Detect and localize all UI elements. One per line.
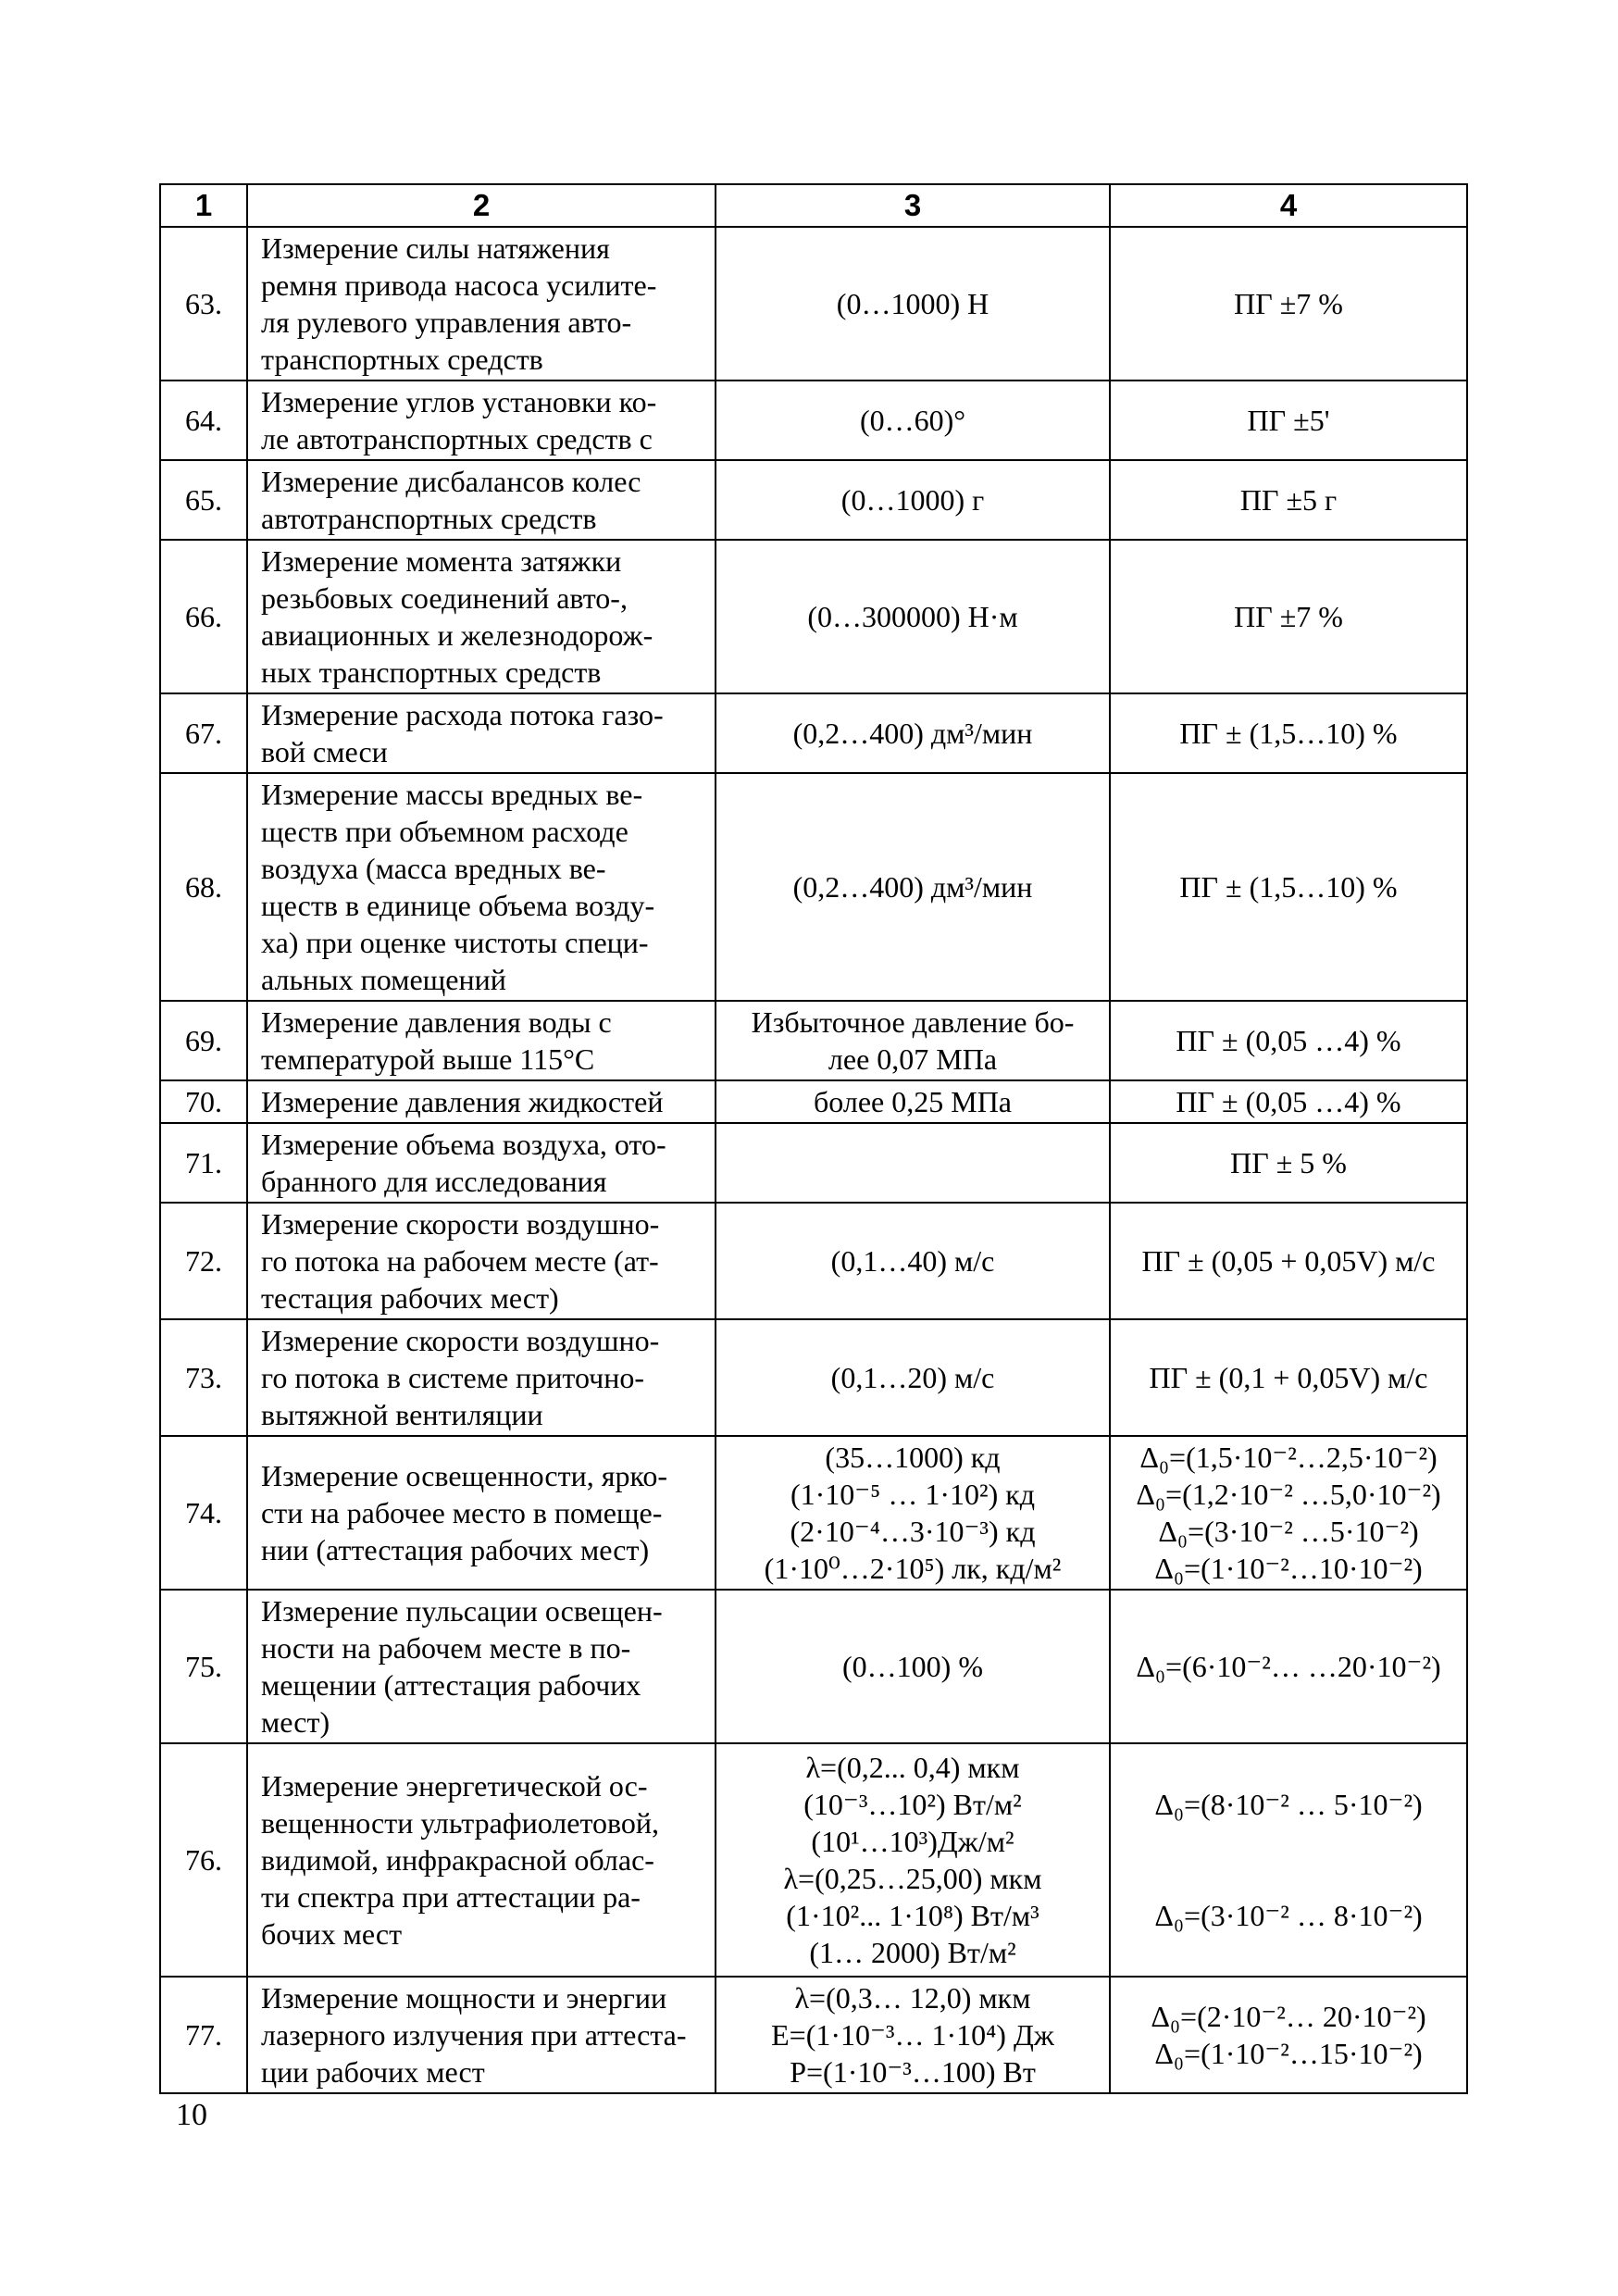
description-line: тестация рабочих мест) [261, 1281, 559, 1315]
error-line [1124, 1860, 1453, 1897]
description-line: Измерение давления жидкостей [261, 1085, 664, 1118]
table-row [160, 1123, 1467, 1203]
error-line: Δ₀=(2·10⁻²… 20·10⁻²) [1151, 2000, 1426, 2033]
range-line: (35…1000) кд [825, 1441, 1001, 1474]
range-cell [716, 693, 1110, 773]
error-line: ПГ ±5' [1247, 404, 1330, 437]
description-line: нии (аттестация рабочих мест) [261, 1533, 650, 1566]
description-cell [247, 1436, 716, 1590]
error-line: ПГ ± (1,5…10) % [1179, 717, 1398, 750]
table-row [160, 1977, 1467, 2093]
row-number: 63. [160, 227, 247, 381]
range-cell [716, 540, 1110, 693]
description-line: Измерение углов установки ко- [261, 385, 657, 418]
column-header: 1 [160, 184, 247, 227]
error-cell [1110, 693, 1467, 773]
description-cell [247, 1123, 716, 1203]
description-cell [247, 1001, 716, 1080]
range-cell [716, 1319, 1110, 1436]
range-line: λ=(0,25…25,00) мкм [783, 1862, 1042, 1895]
range-line: P=(1·10⁻³…100) Вт [790, 2055, 1036, 2089]
description-cell [247, 227, 716, 381]
description-line: Измерение скорости воздушно- [261, 1207, 660, 1241]
description-line: автотранспортных средств [261, 502, 597, 535]
table-row [160, 1743, 1467, 1977]
range-line: (10¹…10³)Дж/м² [811, 1825, 1014, 1858]
error-cell [1110, 540, 1467, 693]
header-row [160, 184, 1467, 227]
range-line: (1… 2000) Вт/м² [809, 1936, 1016, 1969]
error-cell [1110, 1436, 1467, 1590]
error-line: ПГ ± (0,05 + 0,05V) м/с [1141, 1244, 1436, 1278]
range-line: (0,1…40) м/с [830, 1244, 995, 1278]
description-line: лазерного излучения при аттеста- [261, 2018, 687, 2052]
row-number: 72. [160, 1203, 247, 1319]
range-line: E=(1·10⁻³… 1·10⁴) Дж [771, 2018, 1054, 2052]
description-cell [247, 773, 716, 1001]
range-line: (0…1000) г [840, 483, 985, 517]
row-number: 77. [160, 1977, 247, 2093]
description-line: ности на рабочем месте в по- [261, 1631, 631, 1665]
range-cell [716, 1743, 1110, 1977]
range-cell [716, 1123, 1110, 1203]
description-line: Измерение дисбалансов колес [261, 465, 641, 498]
error-line: Δ₀=(6·10⁻²… …20·10⁻²) [1136, 1650, 1441, 1683]
range-line: более 0,25 МПа [814, 1085, 1012, 1118]
error-cell [1110, 773, 1467, 1001]
range-cell [716, 1436, 1110, 1590]
range-cell [716, 1080, 1110, 1123]
error-cell [1110, 1080, 1467, 1123]
range-cell [716, 1977, 1110, 2093]
error-line: ПГ ± (0,1 + 0,05V) м/с [1149, 1361, 1428, 1394]
error-line: Δ₀=(8·10⁻² … 5·10⁻²) [1154, 1788, 1423, 1821]
error-line: ПГ ± (0,05 …4) % [1176, 1024, 1401, 1057]
table-row [160, 227, 1467, 381]
description-line: Измерение давления воды с [261, 1005, 612, 1039]
description-line: Измерение энергетической ос- [261, 1769, 648, 1803]
description-cell [247, 1080, 716, 1123]
range-line: (0…60)° [859, 404, 966, 437]
row-number: 73. [160, 1319, 247, 1436]
error-cell [1110, 1743, 1467, 1977]
range-line: (1·10⁻⁵ … 1·10²) кд [790, 1478, 1036, 1511]
error-cell [1110, 1319, 1467, 1436]
range-cell [716, 381, 1110, 460]
range-line: λ=(0,3… 12,0) мкм [794, 1981, 1031, 2015]
row-number: 65. [160, 460, 247, 540]
range-line: лее 0,07 МПа [828, 1042, 998, 1076]
description-cell [247, 1977, 716, 2093]
table-row [160, 460, 1467, 540]
description-line: го потока на рабочем месте (ат- [261, 1244, 659, 1278]
table-row [160, 1436, 1467, 1590]
range-cell [716, 1590, 1110, 1743]
description-cell [247, 540, 716, 693]
description-line: ных транспортных средств [261, 655, 602, 689]
error-line: Δ₀=(1·10⁻²…10·10⁻²) [1154, 1552, 1423, 1585]
description-line: Измерение мощности и энергии [261, 1981, 667, 2015]
error-line: Δ₀=(3·10⁻² … 8·10⁻²) [1154, 1899, 1423, 1932]
table-row [160, 693, 1467, 773]
error-line: ПГ ±5 г [1239, 483, 1338, 517]
range-line: (0,1…20) м/с [830, 1361, 995, 1394]
description-line: ле автотранспортных средств с [261, 422, 653, 455]
table-row [160, 540, 1467, 693]
description-line: вой смеси [261, 735, 388, 768]
row-number: 75. [160, 1590, 247, 1743]
description-line: альных помещений [261, 963, 506, 996]
column-header: 4 [1110, 184, 1467, 227]
range-cell [716, 460, 1110, 540]
range-cell [716, 1203, 1110, 1319]
error-line: Δ₀=(1·10⁻²…15·10⁻²) [1154, 2037, 1423, 2070]
range-line: Избыточное давление бо- [751, 1005, 1075, 1039]
description-cell [247, 1743, 716, 1977]
error-cell [1110, 460, 1467, 540]
description-line: вытяжной вентиляции [261, 1398, 543, 1431]
description-line: Измерение момента затяжки [261, 544, 622, 578]
description-line: воздуха (масса вредных ве- [261, 852, 606, 885]
description-line: транспортных средств [261, 343, 543, 376]
row-number: 76. [160, 1743, 247, 1977]
description-line: Измерение пульсации освещен- [261, 1594, 663, 1628]
range-line: (2·10⁻⁴…3·10⁻³) кд [790, 1515, 1036, 1548]
row-number: 67. [160, 693, 247, 773]
description-line: Измерение скорости воздушно- [261, 1324, 660, 1357]
page-number: 10 [176, 2098, 207, 2132]
description-line: авиационных и железнодорож- [261, 618, 653, 652]
error-line: ПГ ± (0,05 …4) % [1176, 1085, 1401, 1118]
row-number: 70. [160, 1080, 247, 1123]
error-line [1124, 1823, 1453, 1860]
description-cell [247, 1203, 716, 1319]
description-cell [247, 1319, 716, 1436]
description-line: ля рулевого управления авто- [261, 306, 632, 339]
specification-table [159, 183, 1468, 2094]
description-cell [247, 1590, 716, 1743]
description-line: го потока в системе приточно- [261, 1361, 644, 1394]
description-line: бранного для исследования [261, 1165, 607, 1198]
description-line: Измерение освещенности, ярко- [261, 1459, 668, 1492]
table-row [160, 381, 1467, 460]
row-number: 64. [160, 381, 247, 460]
error-line: Δ₀=(1,5·10⁻²…2,5·10⁻²) [1139, 1441, 1438, 1474]
table-row [160, 1590, 1467, 1743]
description-line: ти спектра при аттестации ра- [261, 1880, 641, 1914]
row-number: 71. [160, 1123, 247, 1203]
row-number: 69. [160, 1001, 247, 1080]
error-line: Δ₀=(3·10⁻² …5·10⁻²) [1158, 1515, 1419, 1548]
row-number: 74. [160, 1436, 247, 1590]
column-header: 2 [247, 184, 716, 227]
row-number: 68. [160, 773, 247, 1001]
error-cell [1110, 1203, 1467, 1319]
description-line: Измерение расхода потока газо- [261, 698, 664, 731]
description-line: ха) при оценке чистоты специ- [261, 926, 649, 959]
row-number: 66. [160, 540, 247, 693]
range-line: (0…1000) Н [836, 287, 989, 320]
error-line: ПГ ±7 % [1234, 600, 1343, 633]
error-line: ПГ ±7 % [1234, 287, 1343, 320]
table-row [160, 1203, 1467, 1319]
range-cell [716, 773, 1110, 1001]
description-line: Измерение массы вредных ве- [261, 778, 643, 811]
description-line: мест) [261, 1705, 330, 1739]
description-line: сти на рабочее место в помеще- [261, 1496, 663, 1529]
range-cell [716, 1001, 1110, 1080]
description-line: ществ при объемном расходе [261, 815, 629, 848]
table-row [160, 1319, 1467, 1436]
range-cell [716, 227, 1110, 381]
table-row [160, 1001, 1467, 1080]
error-cell [1110, 1123, 1467, 1203]
error-line: Δ₀=(1,2·10⁻² …5,0·10⁻²) [1136, 1478, 1441, 1511]
error-line: ПГ ± 5 % [1230, 1146, 1347, 1179]
description-line: температурой выше 115°С [261, 1042, 595, 1076]
range-line: (1·10²... 1·10⁸) Вт/м³ [786, 1899, 1039, 1932]
range-line: (0…300000) Н·м [807, 600, 1018, 633]
description-cell [247, 381, 716, 460]
description-line: ции рабочих мест [261, 2055, 485, 2089]
description-cell [247, 693, 716, 773]
description-line: бочих мест [261, 1917, 403, 1951]
error-cell [1110, 1001, 1467, 1080]
description-line: ремня привода насоса усилите- [261, 268, 657, 302]
range-line: (0,2…400) дм³/мин [792, 717, 1033, 750]
description-line: вещенности ультрафиолетовой, [261, 1806, 660, 1840]
error-cell [1110, 1590, 1467, 1743]
error-line: ПГ ± (1,5…10) % [1179, 870, 1398, 904]
description-line: Измерение силы натяжения [261, 231, 610, 265]
error-cell [1110, 1977, 1467, 2093]
range-line: (1·10⁰…2·10⁵) лк, кд/м² [764, 1552, 1062, 1585]
description-line: ществ в единице объема возду- [261, 889, 655, 922]
description-line: Измерение объема воздуха, ото- [261, 1128, 666, 1161]
range-line: (10⁻³…10²) Вт/м² [803, 1788, 1022, 1821]
error-cell [1110, 381, 1467, 460]
range-line: λ=(0,2... 0,4) мкм [805, 1751, 1020, 1784]
description-line: резьбовых соединений авто-, [261, 581, 628, 615]
table-row [160, 773, 1467, 1001]
range-line: (0,2…400) дм³/мин [792, 870, 1033, 904]
range-line: (0…100) % [842, 1650, 983, 1683]
error-cell [1110, 227, 1467, 381]
table-body [160, 227, 1467, 2093]
description-cell [247, 460, 716, 540]
description-line: мещении (аттестация рабочих [261, 1668, 641, 1702]
table-row [160, 1080, 1467, 1123]
description-line: видимой, инфракрасной облас- [261, 1843, 654, 1877]
column-header: 3 [716, 184, 1110, 227]
